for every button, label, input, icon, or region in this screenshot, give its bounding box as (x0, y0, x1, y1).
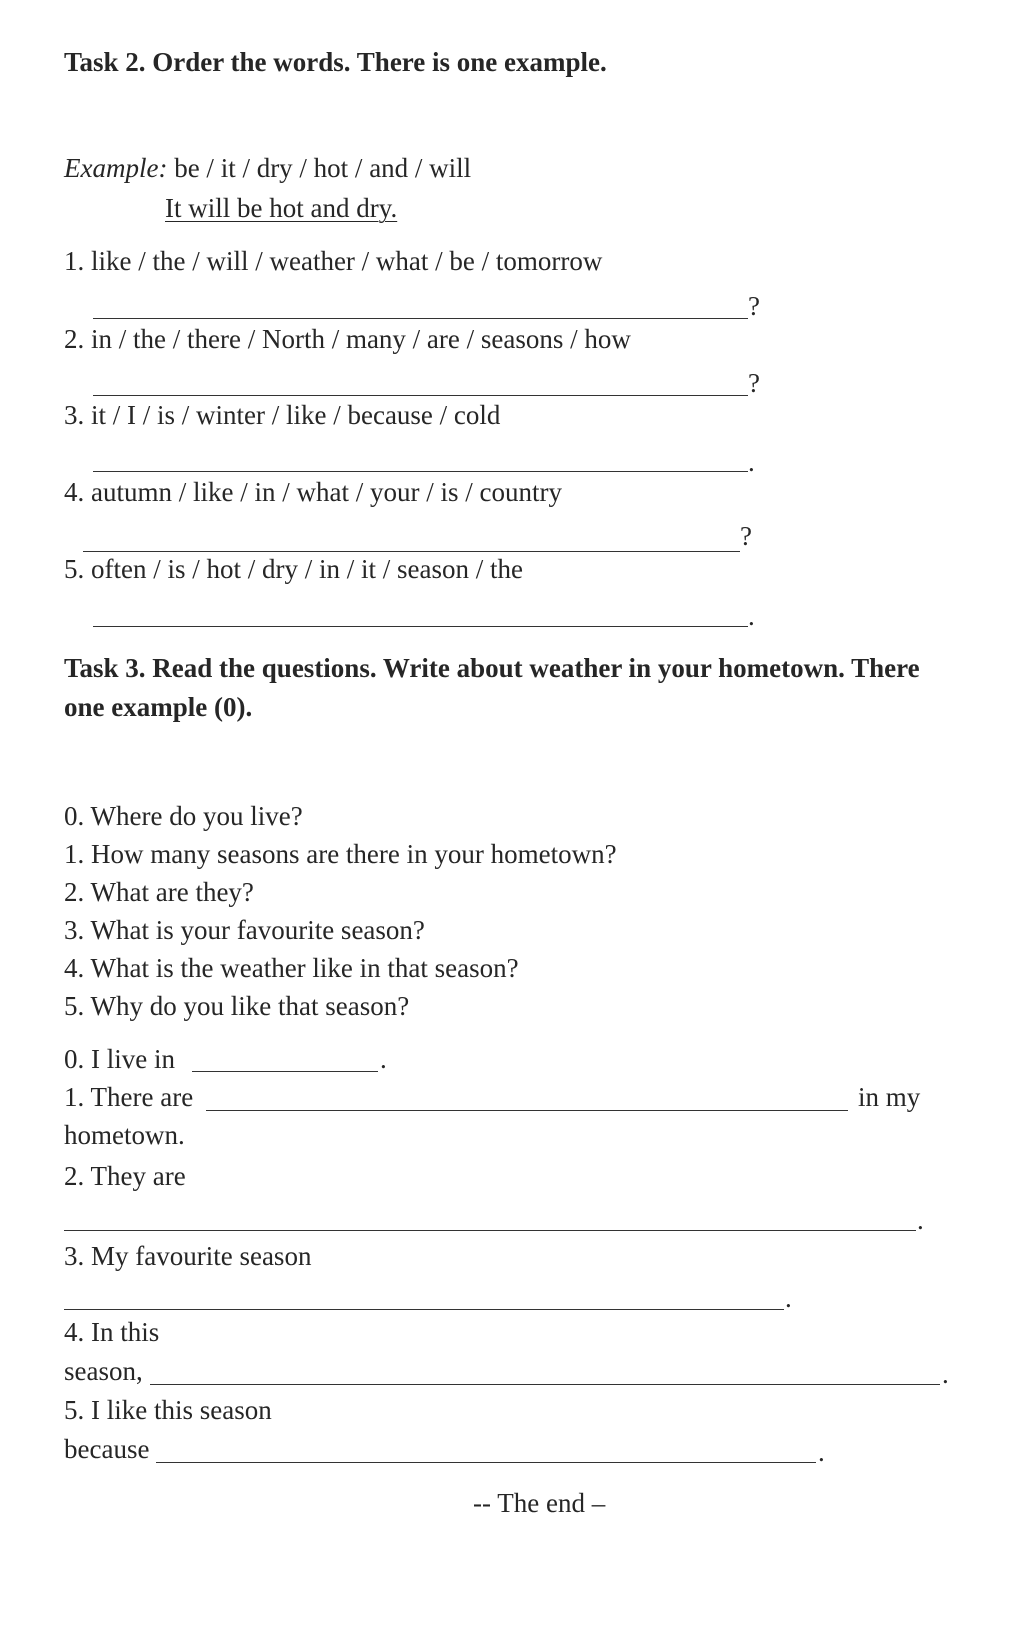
task2-item-1: 1. like / the / will / weather / what / be / tomorrow (64, 246, 603, 276)
question-4: 4. What is the weather like in that season? (64, 953, 519, 983)
answer-1-line[interactable] (206, 1110, 848, 1111)
end-mark-4: ? (740, 521, 752, 551)
task3-title-line2: one example (0). (64, 692, 253, 722)
example-label: Example: (64, 153, 168, 183)
answer-line-3[interactable] (93, 471, 748, 472)
task2-item-3: 3. it / I / is / winter / like / because / cold (64, 400, 501, 430)
question-0: 0. Where do you live? (64, 801, 303, 831)
question-2: 2. What are they? (64, 877, 254, 907)
task2-title: Task 2. Order the words. There is one example. (64, 47, 607, 77)
answer-5-end: . (818, 1437, 825, 1467)
answer-0-line[interactable] (192, 1071, 378, 1072)
answer-4-line[interactable] (150, 1384, 940, 1385)
answer-2-line[interactable] (64, 1230, 916, 1231)
answer-line-1[interactable] (93, 318, 748, 319)
end-mark-2: ? (748, 368, 760, 398)
end-mark-5: . (748, 601, 755, 631)
answer-3-prefix: 3. My favourite season (64, 1241, 312, 1271)
example-answer: It will be hot and dry. (165, 193, 398, 223)
end-mark-1: ? (748, 291, 760, 321)
question-1: 1. How many seasons are there in your hometown? (64, 839, 617, 869)
example-line (64, 152, 471, 184)
answer-4-end: . (942, 1359, 949, 1389)
task2-item-4: 4. autumn / like / in / what / your / is / country (64, 477, 562, 507)
answer-1-cont: hometown. (64, 1120, 185, 1150)
answer-line-4[interactable] (83, 551, 740, 552)
answer-5-prefix: 5. I like this season (64, 1395, 272, 1425)
task3-title-line1: Task 3. Read the questions. Write about weather in your hometown. There (64, 653, 920, 683)
answer-3-line[interactable] (64, 1309, 784, 1310)
answer-2-prefix: 2. They are (64, 1161, 186, 1191)
the-end-footer: -- The end – (473, 1488, 606, 1518)
answer-0-end: . (380, 1044, 387, 1074)
answer-4-cont: season, (64, 1356, 143, 1386)
question-5: 5. Why do you like that season? (64, 991, 410, 1021)
answer-2-end: . (917, 1205, 924, 1235)
question-3: 3. What is your favourite season? (64, 915, 425, 945)
answer-line-5[interactable] (93, 626, 748, 627)
answer-line-2[interactable] (93, 395, 748, 396)
task2-item-2: 2. in / the / there / North / many / are / seasons / how (64, 324, 631, 354)
example-words: be / it / dry / hot / and / will (174, 153, 472, 183)
answer-5-cont: because (64, 1434, 150, 1464)
task2-item-5: 5. often / is / hot / dry / in / it / season / the (64, 554, 523, 584)
answer-1-suffix: in my (858, 1082, 921, 1112)
answer-0-prefix: 0. I live in (64, 1044, 175, 1074)
answer-4-prefix: 4. In this (64, 1317, 160, 1347)
end-mark-3: . (748, 447, 755, 477)
answer-1-prefix: 1. There are (64, 1082, 194, 1112)
answer-3-end: . (785, 1283, 792, 1313)
answer-5-line[interactable] (156, 1462, 816, 1463)
